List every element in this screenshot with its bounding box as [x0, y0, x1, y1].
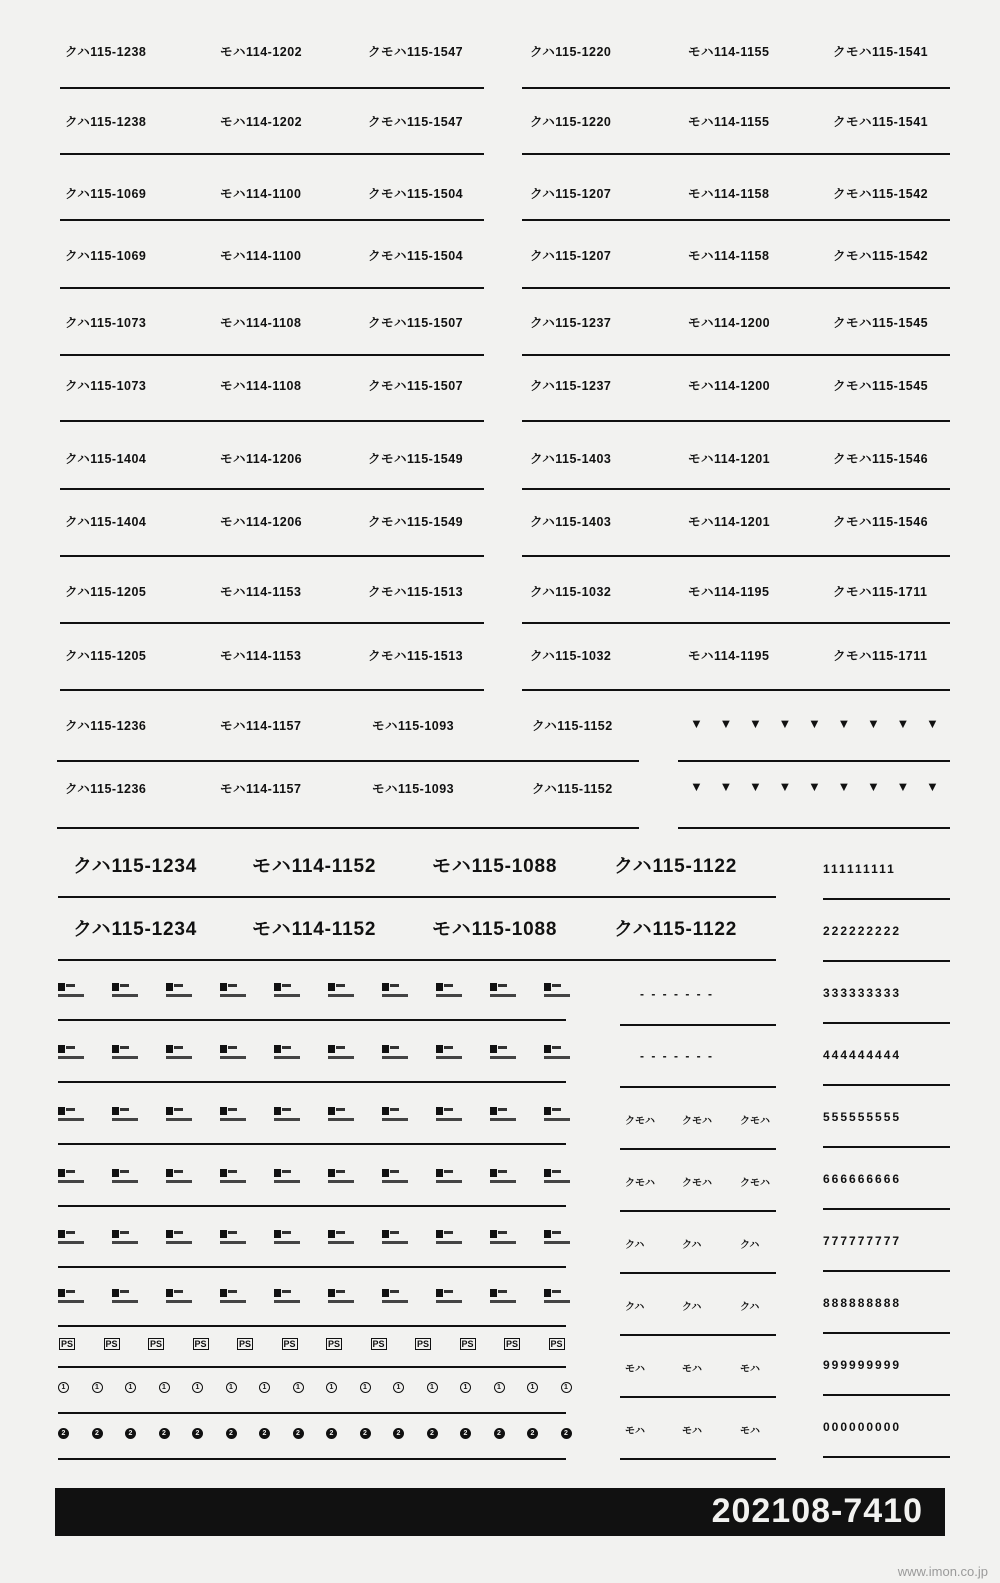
car-number: クハ115-1069: [65, 187, 147, 201]
vehicle-icon: [58, 1289, 84, 1307]
circle-one-mark: 1: [527, 1382, 538, 1393]
circle-one-mark: 1: [561, 1382, 572, 1393]
vehicle-icon: [544, 1230, 570, 1248]
car-number-large: クハ115-1234: [73, 919, 198, 940]
website-watermark: www.imon.co.jp: [897, 1564, 988, 1579]
divider-line: [678, 827, 950, 829]
triangle-mark: ▼: [690, 779, 703, 794]
car-number: クハ115-1152: [532, 719, 613, 733]
car-type-label: モハ: [625, 1364, 645, 1375]
car-number: クハ115-1207: [530, 249, 612, 263]
divider-line: [620, 1272, 776, 1274]
divider-line: [823, 1146, 950, 1148]
circle-one-mark: 1: [360, 1382, 371, 1393]
car-type-label: クモハ: [682, 1116, 712, 1127]
car-number-large: モハ114-1152: [252, 919, 377, 940]
car-number: モハ114-1153: [220, 649, 302, 663]
divider-line: [60, 622, 484, 624]
circle-one-mark: 1: [58, 1382, 69, 1393]
vehicle-icon: [490, 1045, 516, 1063]
ps-label: PS: [239, 1339, 252, 1349]
car-type-label: クハ: [625, 1240, 645, 1251]
car-number: クモハ115-1549: [368, 515, 464, 529]
digit-row: 777777777: [823, 1234, 902, 1248]
car-number: クハ115-1205: [65, 649, 147, 663]
triangle-mark: ▼: [778, 716, 792, 731]
divider-line: [60, 87, 484, 89]
car-number: クハ115-1220: [530, 115, 612, 129]
car-type-label: クモハ: [625, 1116, 655, 1127]
car-number: クハ115-1403: [530, 452, 612, 466]
car-number: クモハ115-1542: [833, 187, 929, 201]
triangle-mark: ▼: [719, 716, 733, 731]
divider-line: [58, 1366, 566, 1368]
car-number: クハ115-1205: [65, 585, 147, 599]
divider-line: [678, 760, 950, 762]
car-number: モハ114-1108: [220, 316, 302, 330]
digit-row: 666666666: [823, 1172, 902, 1186]
car-number: クハ115-1236: [65, 719, 147, 733]
car-type-label: モハ: [740, 1426, 760, 1437]
vehicle-icon: [436, 1045, 462, 1063]
vehicle-icon: [220, 1230, 246, 1248]
circle-two-mark: 2: [393, 1428, 404, 1439]
vehicle-icon: [328, 1107, 354, 1125]
vehicle-icon: [58, 1169, 84, 1187]
vehicle-icon: [544, 1169, 570, 1187]
car-number: モハ114-1100: [220, 249, 302, 263]
car-number: クハ115-1404: [65, 515, 147, 529]
vehicle-icon: [490, 1169, 516, 1187]
car-number: クハ115-1404: [65, 452, 147, 466]
vehicle-icon: [166, 1289, 192, 1307]
digit-row: 333333333: [823, 986, 902, 1000]
sheet-code: 202108-7410: [711, 1492, 923, 1530]
divider-line: [823, 1022, 950, 1024]
car-number: モハ114-1202: [220, 45, 303, 59]
vehicle-icon: [220, 1107, 246, 1125]
vehicle-icon: [328, 1289, 354, 1307]
car-number: モハ114-1201: [688, 452, 771, 466]
circle-two-mark: 2: [427, 1428, 438, 1439]
dash-row: - - - - - - -: [640, 987, 714, 1001]
car-number: モハ114-1155: [688, 45, 770, 59]
ps-label: PS: [328, 1339, 341, 1349]
divider-line: [522, 87, 950, 89]
divider-line: [823, 898, 950, 900]
car-number: クモハ115-1546: [833, 515, 929, 529]
car-number: クハ115-1237: [530, 379, 612, 393]
circle-two-mark: 2: [92, 1428, 103, 1439]
divider-line: [60, 219, 484, 221]
car-number: クモハ115-1711: [833, 649, 928, 663]
vehicle-icon: [544, 1045, 570, 1063]
divider-line: [823, 1084, 950, 1086]
car-number: クモハ115-1547: [368, 45, 464, 59]
circle-two-mark: 2: [159, 1428, 170, 1439]
vehicle-icon: [382, 983, 408, 1001]
dash-row: - - - - - - -: [640, 1049, 714, 1063]
vehicle-icon: [328, 1045, 354, 1063]
triangle-mark: ▼: [867, 779, 880, 794]
divider-line: [58, 1458, 566, 1460]
circle-two-mark: 2: [460, 1428, 471, 1439]
car-number: クモハ115-1711: [833, 585, 928, 599]
circle-two-mark: 2: [293, 1428, 304, 1439]
car-number: クハ115-1207: [530, 187, 612, 201]
vehicle-icon: [436, 1289, 462, 1307]
car-number: クモハ115-1507: [368, 379, 464, 393]
car-type-label: クハ: [740, 1302, 760, 1313]
divider-line: [60, 153, 484, 155]
car-type-label: クモハ: [682, 1178, 712, 1189]
divider-line: [57, 760, 639, 762]
car-number: モハ114-1202: [220, 115, 303, 129]
divider-line: [823, 1270, 950, 1272]
vehicle-icon: [490, 1230, 516, 1248]
car-number: モハ114-1155: [688, 115, 770, 129]
circle-one-mark: 1: [326, 1382, 337, 1393]
vehicle-icon: [436, 983, 462, 1001]
car-number: モハ114-1158: [688, 249, 770, 263]
circle-two-mark: 2: [360, 1428, 371, 1439]
vehicle-icon: [544, 1107, 570, 1125]
vehicle-icon: [274, 983, 300, 1001]
car-number: クハ115-1069: [65, 249, 147, 263]
digit-row: 111111111: [823, 862, 896, 876]
divider-line: [522, 622, 950, 624]
car-type-label: クハ: [740, 1240, 760, 1251]
triangle-mark: ▼: [778, 779, 792, 794]
car-type-label: モハ: [625, 1426, 645, 1437]
ps-label: PS: [550, 1339, 563, 1349]
car-number-large: モハ114-1152: [252, 856, 377, 877]
car-number: クモハ115-1541: [833, 115, 929, 129]
vehicle-icon: [112, 1169, 138, 1187]
car-number: クハ115-1220: [530, 45, 612, 59]
car-number: モハ114-1153: [220, 585, 302, 599]
car-number: モハ114-1206: [220, 452, 303, 466]
vehicle-icon: [166, 1107, 192, 1125]
ps-label: PS: [150, 1339, 163, 1349]
vehicle-icon: [58, 1107, 84, 1125]
car-type-label: モハ: [740, 1364, 760, 1375]
divider-line: [58, 959, 776, 961]
circle-two-mark: 2: [527, 1428, 538, 1439]
triangle-mark: ▼: [896, 779, 910, 794]
divider-line: [522, 420, 950, 422]
vehicle-icon: [490, 1289, 516, 1307]
vehicle-icon: [220, 1169, 246, 1187]
triangle-mark: ▼: [837, 779, 851, 794]
circle-one-mark: 1: [159, 1382, 170, 1393]
vehicle-icon: [112, 1289, 138, 1307]
car-type-label: モハ: [682, 1364, 702, 1375]
divider-line: [823, 1456, 950, 1458]
vehicle-icon: [436, 1107, 462, 1125]
car-number-large: クハ115-1234: [73, 856, 198, 877]
vehicle-icon: [58, 1230, 84, 1248]
divider-line: [620, 1024, 776, 1026]
ps-label: PS: [283, 1339, 296, 1349]
ps-label: PS: [194, 1339, 207, 1349]
car-type-label: クハ: [682, 1302, 702, 1313]
divider-line: [60, 354, 484, 356]
vehicle-icon: [382, 1230, 408, 1248]
circle-one-mark: 1: [226, 1382, 237, 1393]
circle-two-mark: 2: [326, 1428, 337, 1439]
vehicle-icon: [166, 983, 192, 1001]
vehicle-icon: [220, 983, 246, 1001]
ps-label: PS: [372, 1339, 385, 1349]
circle-two-mark: 2: [226, 1428, 237, 1439]
circle-one-mark: 1: [192, 1382, 203, 1393]
divider-line: [57, 827, 639, 829]
divider-line: [60, 420, 484, 422]
car-number: クモハ115-1541: [833, 45, 929, 59]
circle-one-mark: 1: [293, 1382, 304, 1393]
car-number: クモハ115-1545: [833, 379, 929, 393]
circle-one-mark: 1: [494, 1382, 505, 1393]
divider-line: [620, 1458, 776, 1460]
car-number: クハ115-1073: [65, 379, 147, 393]
digit-row: 444444444: [823, 1048, 902, 1062]
ps-label: PS: [61, 1339, 74, 1349]
car-number: モハ114-1201: [688, 515, 771, 529]
car-number: クハ115-1236: [65, 782, 147, 796]
circle-one-mark: 1: [259, 1382, 270, 1393]
triangle-mark: ▼: [808, 779, 821, 794]
divider-line: [522, 287, 950, 289]
divider-line: [522, 219, 950, 221]
car-number: クハ115-1403: [530, 515, 612, 529]
car-type-label: クハ: [625, 1302, 645, 1313]
vehicle-icon: [328, 983, 354, 1001]
divider-line: [60, 287, 484, 289]
car-number: モハ114-1158: [688, 187, 770, 201]
digit-row: 000000000: [823, 1420, 902, 1434]
triangle-mark: ▼: [749, 779, 762, 794]
circle-one-mark: 1: [125, 1382, 136, 1393]
vehicle-icon: [544, 1289, 570, 1307]
vehicle-icon: [382, 1107, 408, 1125]
car-number: モハ114-1100: [220, 187, 302, 201]
car-number: クモハ115-1549: [368, 452, 464, 466]
circle-one-mark: 1: [92, 1382, 103, 1393]
car-number-large: モハ115-1088: [432, 919, 558, 940]
vehicle-icon: [274, 1169, 300, 1187]
car-number: モハ114-1157: [220, 719, 302, 733]
triangle-mark: ▼: [926, 716, 939, 731]
vehicle-icon: [166, 1230, 192, 1248]
ps-label: PS: [506, 1339, 519, 1349]
digit-row: 222222222: [823, 924, 902, 938]
car-number: クハ115-1238: [65, 115, 147, 129]
car-number: モハ114-1206: [220, 515, 303, 529]
car-number: クモハ115-1513: [368, 585, 464, 599]
car-type-label: クモハ: [740, 1178, 770, 1189]
divider-line: [620, 1210, 776, 1212]
digit-row: 999999999: [823, 1358, 902, 1372]
circle-one-mark: 1: [393, 1382, 404, 1393]
car-number: クモハ115-1507: [368, 316, 464, 330]
vehicle-icon: [274, 1045, 300, 1063]
divider-line: [522, 354, 950, 356]
car-type-label: クモハ: [625, 1178, 655, 1189]
vehicle-icon: [382, 1169, 408, 1187]
circle-one-mark: 1: [460, 1382, 471, 1393]
circle-two-mark: 2: [192, 1428, 203, 1439]
vehicle-icon: [274, 1230, 300, 1248]
divider-line: [522, 689, 950, 691]
divider-line: [58, 1412, 566, 1414]
divider-line: [620, 1396, 776, 1398]
divider-line: [58, 1143, 566, 1145]
divider-line: [58, 1205, 566, 1207]
vehicle-icon: [220, 1045, 246, 1063]
triangle-mark: ▼: [896, 716, 910, 731]
vehicle-icon: [436, 1230, 462, 1248]
divider-line: [620, 1334, 776, 1336]
car-number: クハ115-1238: [65, 45, 147, 59]
car-number: モハ114-1200: [688, 316, 771, 330]
triangle-mark: ▼: [719, 779, 733, 794]
car-number-large: モハ115-1088: [432, 856, 558, 877]
car-number: クハ115-1032: [530, 585, 612, 599]
vehicle-icon: [328, 1169, 354, 1187]
divider-line: [823, 1208, 950, 1210]
vehicle-icon: [112, 983, 138, 1001]
vehicle-icon: [382, 1045, 408, 1063]
car-type-label: クモハ: [740, 1116, 770, 1127]
divider-line: [60, 689, 484, 691]
vehicle-icon: [166, 1169, 192, 1187]
car-number: モハ115-1093: [372, 719, 455, 733]
divider-line: [58, 1081, 566, 1083]
divider-line: [58, 1019, 566, 1021]
car-number: クモハ115-1513: [368, 649, 464, 663]
car-type-label: クハ: [682, 1240, 702, 1251]
circle-two-mark: 2: [125, 1428, 136, 1439]
divider-line: [58, 896, 776, 898]
car-number: クハ115-1073: [65, 316, 147, 330]
divider-line: [60, 488, 484, 490]
car-number: モハ114-1195: [688, 649, 770, 663]
triangle-mark: ▼: [690, 716, 703, 731]
car-number: クハ115-1152: [532, 782, 613, 796]
divider-line: [522, 488, 950, 490]
divider-line: [522, 153, 950, 155]
divider-line: [58, 1325, 566, 1327]
digit-row: 888888888: [823, 1296, 902, 1310]
vehicle-icon: [328, 1230, 354, 1248]
ps-label: PS: [461, 1339, 474, 1349]
car-number: クモハ115-1504: [368, 249, 464, 263]
vehicle-icon: [490, 1107, 516, 1125]
circle-two-mark: 2: [259, 1428, 270, 1439]
divider-line: [823, 1394, 950, 1396]
car-number: クモハ115-1504: [368, 187, 464, 201]
car-number: クモハ115-1547: [368, 115, 464, 129]
divider-line: [823, 1332, 950, 1334]
divider-line: [823, 960, 950, 962]
car-number-large: クハ115-1122: [614, 856, 738, 877]
ps-label: PS: [105, 1339, 118, 1349]
vehicle-icon: [58, 1045, 84, 1063]
car-number: クモハ115-1545: [833, 316, 929, 330]
ps-label: PS: [417, 1339, 430, 1349]
vehicle-icon: [112, 1107, 138, 1125]
vehicle-icon: [382, 1289, 408, 1307]
circle-two-mark: 2: [58, 1428, 69, 1439]
divider-line: [620, 1086, 776, 1088]
triangle-mark: ▼: [749, 716, 762, 731]
divider-line: [620, 1148, 776, 1150]
vehicle-icon: [166, 1045, 192, 1063]
vehicle-icon: [490, 983, 516, 1001]
divider-line: [60, 555, 484, 557]
circle-one-mark: 1: [427, 1382, 438, 1393]
sheet-code-bar: [55, 1488, 945, 1536]
triangle-mark: ▼: [867, 716, 880, 731]
triangle-mark: ▼: [926, 779, 939, 794]
vehicle-icon: [274, 1107, 300, 1125]
car-number: モハ115-1093: [372, 782, 455, 796]
digit-row: 555555555: [823, 1110, 902, 1124]
car-number: クハ115-1237: [530, 316, 612, 330]
vehicle-icon: [220, 1289, 246, 1307]
car-number: モハ114-1195: [688, 585, 770, 599]
vehicle-icon: [58, 983, 84, 1001]
triangle-mark: ▼: [837, 716, 851, 731]
car-number: モハ114-1157: [220, 782, 302, 796]
car-type-label: モハ: [682, 1426, 702, 1437]
vehicle-icon: [274, 1289, 300, 1307]
vehicle-icon: [112, 1045, 138, 1063]
car-number-large: クハ115-1122: [614, 919, 738, 940]
triangle-mark: ▼: [808, 716, 821, 731]
circle-two-mark: 2: [561, 1428, 572, 1439]
car-number: クモハ115-1542: [833, 249, 929, 263]
divider-line: [58, 1266, 566, 1268]
vehicle-icon: [544, 983, 570, 1001]
divider-line: [522, 555, 950, 557]
car-number: クハ115-1032: [530, 649, 612, 663]
circle-two-mark: 2: [494, 1428, 505, 1439]
vehicle-icon: [112, 1230, 138, 1248]
car-number: モハ114-1200: [688, 379, 771, 393]
vehicle-icon: [436, 1169, 462, 1187]
car-number: クモハ115-1546: [833, 452, 929, 466]
car-number: モハ114-1108: [220, 379, 302, 393]
